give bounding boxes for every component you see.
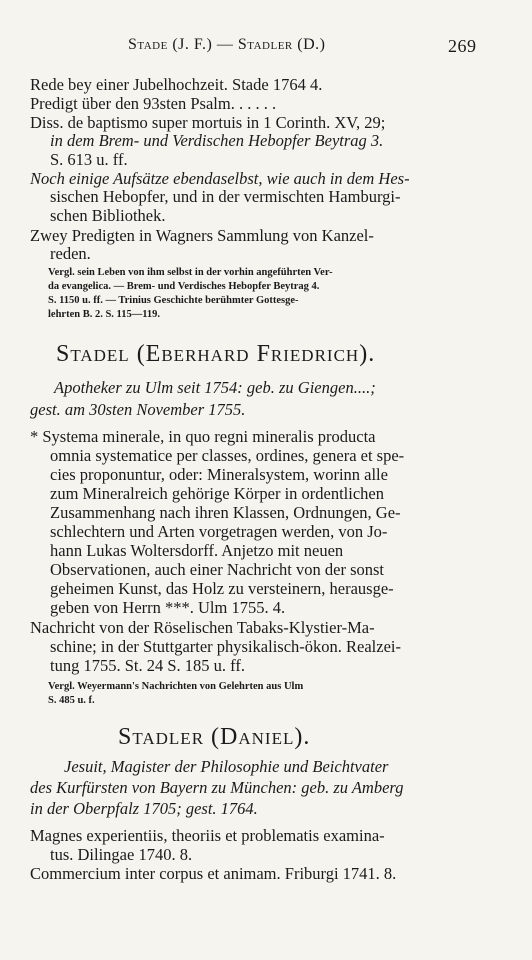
reference-note-line: lehrten B. 2. S. 115—119. (48, 309, 161, 320)
entry-line: Diss. de baptismo super mortuis in 1 Corinth. XV, 29; (30, 113, 386, 132)
section-heading: Stadel (Eberhard Friedrich). (56, 341, 376, 367)
entry-line: Nachricht von der Röselischen Tabaks-Klystier-Ma- (30, 618, 375, 637)
entry-line: Rede bey einer Jubelhochzeit. Stade 1764 4. (30, 75, 323, 94)
entry-line: tus. Dilingae 1740. 8. (50, 845, 193, 864)
entry-line: geheimen Kunst, das Holz zu versteinern, herausge- (50, 579, 394, 598)
entry-line: Observationen, auch einer Nachricht von der sonst (50, 560, 385, 579)
bio-line: Jesuit, Magister der Philosophie und Beichtvater (64, 757, 389, 776)
bio-line: in der Oberpfalz 1705; gest. 1764. (30, 799, 258, 818)
page-number: 269 (448, 36, 477, 56)
entry-line: Zwey Predigten in Wagners Sammlung von Kanzel- (30, 226, 374, 245)
entry-line: Commercium inter corpus et animam. Friburgi 1741. 8. (30, 864, 397, 883)
running-head: Stade (J. F.) — Stadler (D.) (128, 36, 326, 53)
reference-note-line: da evangelica. — Brem- und Verdisches Hebopfer Beytrag 4. (48, 281, 320, 292)
entry-line: tung 1755. St. 24 S. 185 u. ff. (50, 656, 245, 675)
reference-note-line: Vergl. Weyermann's Nachrichten von Gelehrten aus Ulm (48, 681, 304, 692)
entry-line: schen Bibliothek. (50, 206, 166, 225)
entry-line: zum Mineralreich gehörige Körper in ordentlichen (50, 484, 384, 503)
reference-note-line: S. 1150 u. ff. — Trinius Geschichte berühmter Gottesge- (48, 295, 299, 306)
entry-line: omnia systematice per classes, ordines, genera et spe- (50, 446, 405, 465)
entry-line: sischen Hebopfer, und in der vermischten Hamburgi- (50, 187, 401, 206)
entry-line: schine; in der Stuttgarter physikalisch-ökon. Realzei- (50, 637, 401, 656)
bio-line: gest. am 30sten November 1755. (30, 400, 246, 419)
entry-line: * Systema minerale, in quo regni mineralis producta (30, 427, 376, 446)
bio-line: Apotheker zu Ulm seit 1754: geb. zu Giengen....; (54, 378, 376, 397)
reference-note-line: Vergl. sein Leben von ihm selbst in der vorhin angeführten Ver- (48, 267, 333, 278)
entry-line: in dem Brem- und Verdischen Hebopfer Beytrag 3. (50, 131, 384, 150)
section-heading: Stadler (Daniel). (118, 724, 311, 750)
bio-line: des Kurfürsten von Bayern zu München: geb. zu Amberg (30, 778, 404, 797)
entry-line: Noch einige Aufsätze ebendaselbst, wie auch in dem Hes- (30, 169, 410, 188)
entry-line: Magnes experientiis, theoriis et problematis examina- (30, 826, 385, 845)
entry-line: schlechtern und Arten vorgetragen werden, von Jo- (50, 522, 388, 541)
reference-note-line: S. 485 u. f. (48, 695, 95, 706)
entry-line: Predigt über den 93sten Psalm. . . . . . (30, 94, 277, 113)
entry-line: Zusammenhang nach ihren Klassen, Ordnungen, Ge- (50, 503, 401, 522)
entry-line: S. 613 u. ff. (50, 150, 128, 169)
entry-line: reden. (50, 244, 91, 263)
entry-line: cies proponuntur, oder: Mineralsystem, worinn alle (50, 465, 388, 484)
entry-line: hann Lukas Woltersdorff. Anjetzo mit neuen (50, 541, 344, 560)
entry-line: geben von Herrn ***. Ulm 1755. 4. (50, 598, 286, 617)
